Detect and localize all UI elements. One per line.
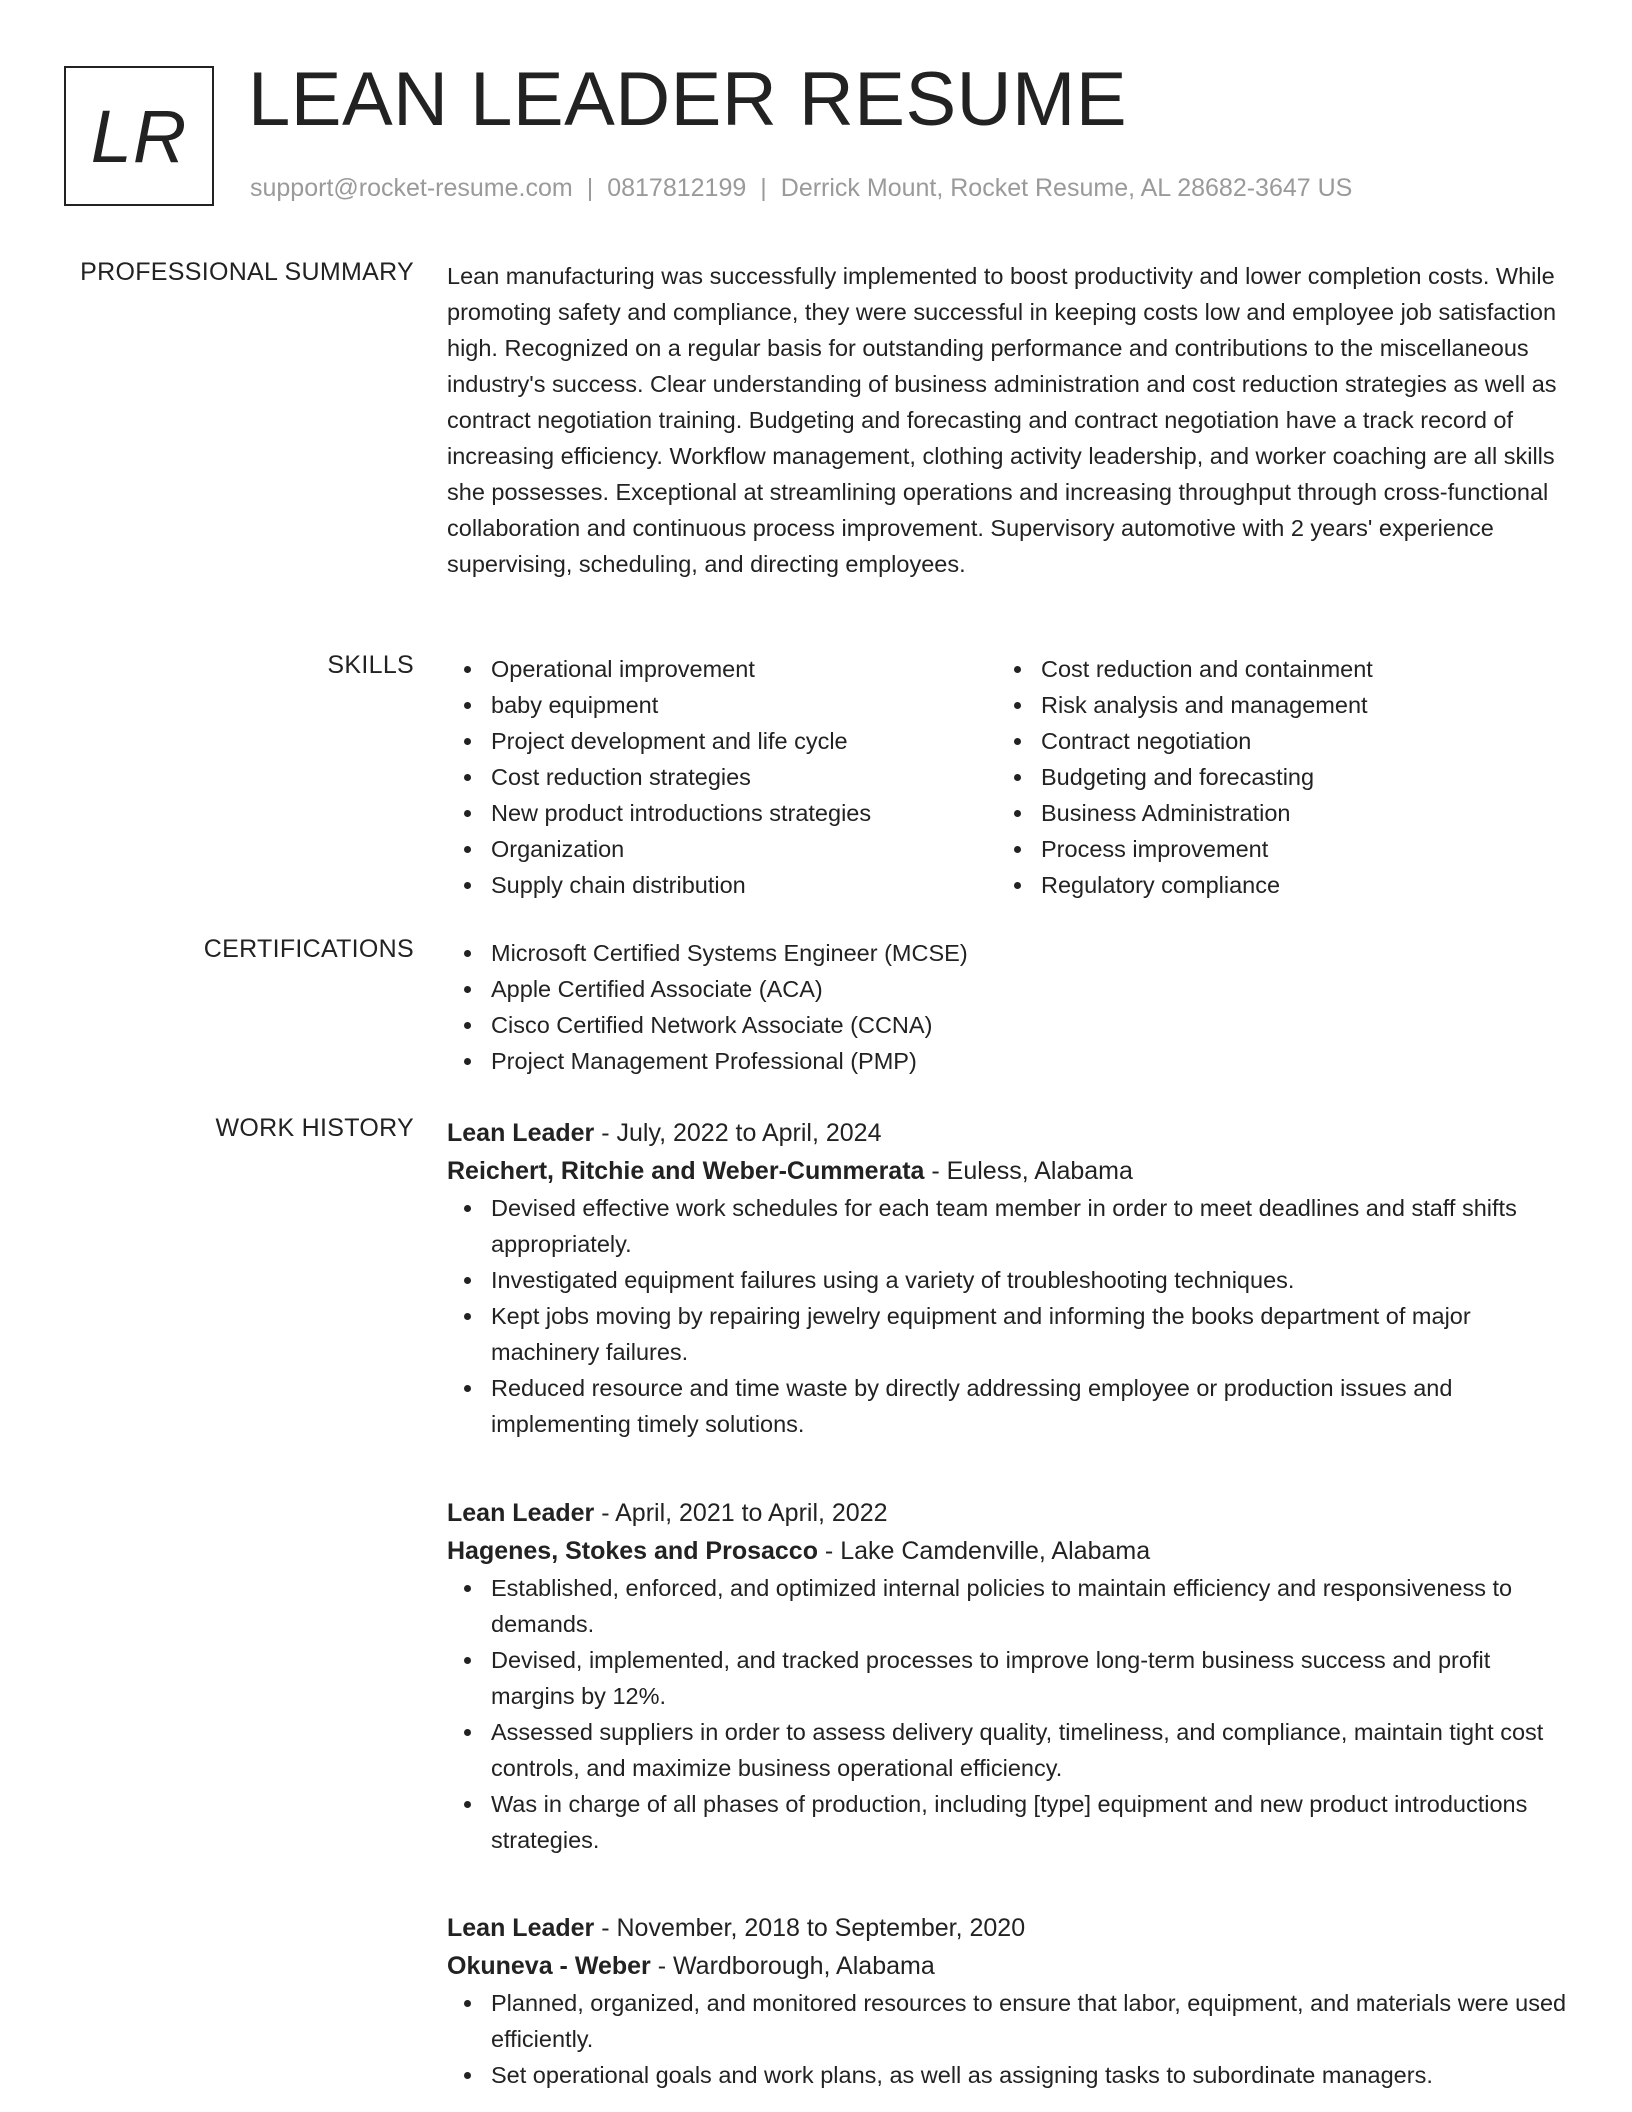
job-bullet: Kept jobs moving by repairing jewelry equipment and informing the books department of major machinery failures.	[447, 1298, 1567, 1370]
skill-item: baby equipment	[447, 687, 997, 723]
summary-section	[447, 258, 1567, 582]
job-bullet: Investigated equipment failures using a variety of troubleshooting techniques.	[447, 1262, 1567, 1298]
job-bullets	[447, 1570, 1567, 1858]
contact-email: support@rocket-resume.com	[250, 174, 573, 202]
page-title: LEAN LEADER RESUME	[248, 57, 1128, 142]
certifications-section	[447, 935, 1567, 1079]
certification-item: Apple Certified Associate (ACA)	[447, 971, 1567, 1007]
job-bullet: Planned, organized, and monitored resources to ensure that labor, equipment, and materials were used efficiently.	[447, 1985, 1567, 2057]
skill-item: New product introductions strategies	[447, 795, 997, 831]
job-title: Lean Leader	[447, 1119, 595, 1147]
skill-item: Cost reduction and containment	[997, 651, 1547, 687]
job-dates: - July, 2022 to April, 2024	[594, 1119, 882, 1147]
job-company: Okuneva - Weber	[447, 1952, 651, 1980]
monogram-box	[64, 66, 214, 206]
skills-list-right	[997, 651, 1547, 903]
job-bullet: Assessed suppliers in order to assess delivery quality, timeliness, and compliance, maintain tight cost controls, and maximize business operational efficiency.	[447, 1714, 1567, 1786]
job-location: - Lake Camdenville, Alabama	[817, 1537, 1151, 1565]
skill-item: Risk analysis and management	[997, 687, 1547, 723]
job-bullet: Devised, implemented, and tracked processes to improve long-term business success and profit margins by 12%.	[447, 1642, 1567, 1714]
job-entry	[447, 1114, 1567, 1442]
section-label-skills: SKILLS	[327, 651, 414, 679]
certification-item: Cisco Certified Network Associate (CCNA)	[447, 1007, 1567, 1043]
job-location: - Wardborough, Alabama	[650, 1952, 935, 1980]
job-company-line	[447, 1947, 1567, 1985]
skill-item: Operational improvement	[447, 651, 997, 687]
job-company-line	[447, 1532, 1567, 1570]
job-location: - Euless, Alabama	[924, 1157, 1133, 1185]
section-label-certifications: CERTIFICATIONS	[203, 935, 414, 963]
certification-item: Project Management Professional (PMP)	[447, 1043, 1567, 1079]
job-title: Lean Leader	[447, 1499, 595, 1527]
skill-item: Business Administration	[997, 795, 1547, 831]
contact-separator: |	[760, 174, 767, 202]
skill-item: Cost reduction strategies	[447, 759, 997, 795]
job-title-line	[447, 1494, 1567, 1532]
contact-separator: |	[586, 174, 594, 202]
skills-list-left	[447, 651, 997, 903]
skill-item: Contract negotiation	[997, 723, 1547, 759]
job-title-line	[447, 1114, 1567, 1152]
summary-text: Lean manufacturing was successfully implemented to boost productivity and lower completion costs. While promoting safety and compliance, they were successful in keeping costs low and employee job satisfaction high. Recognized on a regular basis for outstanding performance and contributions to the miscellaneous industry's success. Clear understanding of business administration and cost reduction strategies as well as contract negotiation training. Budgeting and forecasting and contract negotiation have a track record of increasing efficiency. Workflow management, clothing activity leadership, and worker coaching are all skills she possesses. Exceptional at streamlining operations and increasing throughput through cross-functional collaboration and continuous process improvement. Supervisory automotive with 2 years' experience supervising, scheduling, and directing employees.	[447, 263, 1557, 577]
certification-item: Microsoft Certified Systems Engineer (MCSE)	[447, 935, 1567, 971]
skills-grid	[447, 651, 1567, 903]
job-dates: - November, 2018 to September, 2020	[594, 1914, 1026, 1942]
job-bullet: Set operational goals and work plans, as well as assigning tasks to subordinate managers.	[447, 2057, 1567, 2093]
job-bullet: Devised effective work schedules for each team member in order to meet deadlines and staff shifts appropriately.	[447, 1190, 1567, 1262]
section-label-summary: PROFESSIONAL SUMMARY	[80, 258, 414, 286]
skills-section	[447, 651, 1567, 903]
skill-item: Regulatory compliance	[997, 867, 1547, 903]
contact-phone: 0817812199	[607, 174, 747, 202]
job-bullet: Reduced resource and time waste by directly addressing employee or production issues and implementing timely solutions.	[447, 1370, 1567, 1442]
job-entry	[447, 1494, 1567, 1858]
monogram-initials: LR	[90, 94, 188, 178]
job-title-line	[447, 1909, 1567, 1947]
job-bullets	[447, 1985, 1567, 2093]
certifications-list	[447, 935, 1567, 1079]
skill-item: Budgeting and forecasting	[997, 759, 1547, 795]
contact-line	[250, 174, 1352, 203]
job-entry	[447, 1909, 1567, 2093]
section-label-work-history: WORK HISTORY	[215, 1114, 414, 1142]
job-company: Hagenes, Stokes and Prosacco	[447, 1537, 818, 1565]
job-company-line	[447, 1152, 1567, 1190]
skill-item: Organization	[447, 831, 997, 867]
skill-item: Project development and life cycle	[447, 723, 997, 759]
job-bullet: Was in charge of all phases of production, including [type] equipment and new product introductions strategies.	[447, 1786, 1567, 1858]
skill-item: Supply chain distribution	[447, 867, 997, 903]
job-title: Lean Leader	[447, 1914, 595, 1942]
job-bullet: Established, enforced, and optimized internal policies to maintain efficiency and responsiveness to demands.	[447, 1570, 1567, 1642]
skill-item: Process improvement	[997, 831, 1547, 867]
job-dates: - April, 2021 to April, 2022	[594, 1499, 888, 1527]
job-bullets	[447, 1190, 1567, 1442]
contact-address: Derrick Mount, Rocket Resume, AL 28682-3647 US	[780, 174, 1353, 202]
job-company: Reichert, Ritchie and Weber-Cummerata	[447, 1157, 925, 1185]
